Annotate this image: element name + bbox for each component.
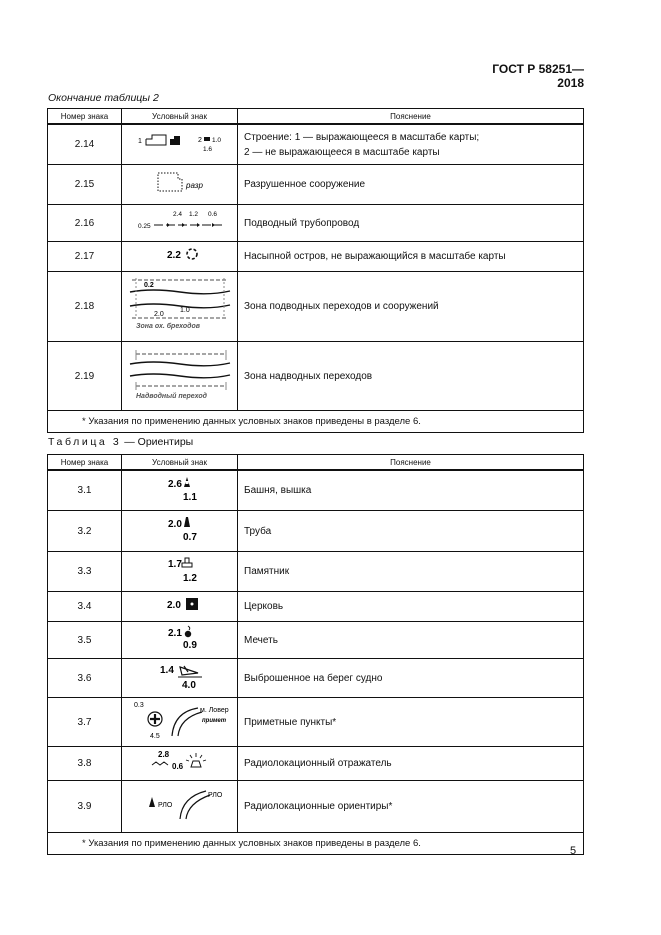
overwater-crossing-zone-icon (122, 342, 238, 405)
explanation-cell: Зона надводных переходов (238, 342, 584, 411)
dimension-label: 1.7 (168, 559, 182, 570)
mosque-icon (122, 622, 238, 653)
sign-label: примет (202, 718, 227, 724)
dimension-label: 0.25 (138, 223, 151, 230)
table-note-row (48, 833, 584, 855)
dimension-label: 0.6 (208, 211, 218, 218)
underwater-crossing-zone-icon (122, 272, 238, 336)
dimension-label: 1.2 (189, 211, 199, 218)
dimension-label: 0.7 (183, 532, 197, 543)
sign-number: 3.2 (48, 511, 122, 552)
sign-label: РЛО (158, 802, 173, 809)
sign-cell (122, 552, 238, 592)
explanation-cell: Разрушенное сооружение (238, 165, 584, 205)
sign-label: м. Ловер (200, 707, 229, 714)
landmark-point-icon (122, 698, 238, 741)
explanation-cell: Мечеть (238, 622, 584, 659)
explanation-cell: Подводный трубопровод (238, 205, 584, 242)
table-row (48, 272, 584, 342)
sign-cell (122, 165, 238, 205)
table-row (48, 781, 584, 833)
sign-number: 3.3 (48, 552, 122, 592)
sign-cell (122, 592, 238, 622)
table-row (48, 205, 584, 242)
sign-number: 2.15 (48, 165, 122, 205)
table-row (48, 165, 584, 205)
underwater-pipeline-icon (122, 205, 238, 236)
sign-cell (122, 470, 238, 511)
table-row (48, 470, 584, 511)
sign-caption: Зона ох. бреходов (136, 323, 200, 330)
building-icon (122, 125, 238, 159)
table-2 (47, 108, 584, 433)
column-header: Пояснение (238, 455, 584, 471)
column-header: Пояснение (238, 109, 584, 125)
sign-cell (122, 342, 238, 411)
table-row (48, 592, 584, 622)
sign-label: 2 (198, 137, 202, 144)
column-header: Условный знак (122, 455, 238, 471)
explanation-cell: Труба (238, 511, 584, 552)
table-header-row (48, 109, 584, 125)
sign-number: 2.16 (48, 205, 122, 242)
explanation-cell: Приметные пункты* (238, 698, 584, 747)
church-icon (122, 592, 238, 616)
table-number: Таблица 3 (48, 436, 122, 448)
dimension-label: 2.1 (168, 628, 182, 639)
dimension-label: 0.6 (172, 762, 184, 771)
sign-number: 3.6 (48, 659, 122, 698)
sign-number: 3.7 (48, 698, 122, 747)
tower-icon (122, 471, 238, 505)
sign-cell (122, 511, 238, 552)
table-title: — Ориентиры (121, 436, 194, 448)
sign-cell (122, 747, 238, 781)
dimension-label: 1.0 (180, 307, 190, 314)
table2-continuation-title: Окончание таблицы 2 (48, 92, 159, 104)
column-header: Номер знака (48, 109, 122, 125)
sign-cell (122, 622, 238, 659)
sign-number: 2.14 (48, 124, 122, 165)
radar-reflector-icon (122, 747, 238, 775)
sign-label: РЛО (208, 792, 223, 799)
sign-number: 2.17 (48, 242, 122, 272)
monument-icon (122, 552, 238, 586)
chimney-icon (122, 511, 238, 546)
table-note: * Указания по применению данных условных знаков приведены в разделе 6. (48, 833, 584, 855)
table-row (48, 242, 584, 272)
sign-cell (122, 272, 238, 342)
dimension-label: 1.1 (183, 492, 197, 503)
dimension-label: 2.2 (167, 250, 181, 261)
table-row (48, 622, 584, 659)
explanation-cell: Выброшенное на берег судно (238, 659, 584, 698)
sign-cell (122, 659, 238, 698)
dimension-label: 4.5 (150, 733, 160, 740)
document-standard-header: ГОСТ Р 58251—2018 (492, 62, 584, 90)
sign-number: 2.19 (48, 342, 122, 411)
explanation-cell: Памятник (238, 552, 584, 592)
explanation-cell: Насыпной остров, не выражающийся в масштабе карты (238, 242, 584, 272)
explanation-line: 2 — не выражающееся в масштабе карты (244, 146, 440, 158)
dimension-label: 0.9 (183, 640, 197, 651)
dimension-label: 2.8 (158, 750, 170, 759)
explanation-cell (238, 124, 584, 165)
sign-cell (122, 124, 238, 165)
explanation-cell: Башня, вышка (238, 470, 584, 511)
explanation-cell: Церковь (238, 592, 584, 622)
column-header: Условный знак (122, 109, 238, 125)
sign-caption: Надводный переход (136, 393, 207, 400)
table-row (48, 124, 584, 165)
dimension-label: 0.3 (134, 702, 144, 709)
sign-number: 3.4 (48, 592, 122, 622)
explanation-cell: Радиолокационные ориентиры* (238, 781, 584, 833)
sign-cell (122, 698, 238, 747)
table-header-row (48, 455, 584, 471)
dimension-label: 2.4 (173, 211, 183, 218)
table-row (48, 659, 584, 698)
sign-number: 3.5 (48, 622, 122, 659)
dimension-label: 1.6 (203, 146, 213, 153)
dimension-label: 2.0 (168, 519, 182, 530)
sign-number: 3.9 (48, 781, 122, 833)
explanation-cell: Зона подводных переходов и сооружений (238, 272, 584, 342)
sign-label: разр (186, 181, 203, 190)
table-row (48, 552, 584, 592)
artificial-island-icon (122, 242, 238, 266)
table3-caption (48, 436, 193, 448)
table-row (48, 698, 584, 747)
radar-landmark-icon (122, 781, 238, 827)
table-note: * Указания по применению данных условных знаков приведены в разделе 6. (48, 411, 584, 433)
explanation-line: Строение: 1 — выражающееся в масштабе карты; (244, 131, 480, 143)
ruined-structure-icon (122, 165, 238, 199)
sign-number: 3.8 (48, 747, 122, 781)
dimension-label: 4.0 (182, 680, 196, 691)
dimension-label: 1.0 (212, 137, 222, 144)
dimension-label: 2.6 (168, 479, 182, 490)
table-note-row (48, 411, 584, 433)
sign-number: 3.1 (48, 470, 122, 511)
sign-cell (122, 781, 238, 833)
page-number: 5 (570, 845, 577, 857)
dimension-label: 0.2 (144, 282, 154, 289)
column-header: Номер знака (48, 455, 122, 471)
sign-number: 2.18 (48, 272, 122, 342)
sign-cell (122, 242, 238, 272)
sign-cell (122, 205, 238, 242)
table-3 (47, 454, 584, 855)
stranded-ship-icon (122, 659, 238, 692)
sign-label: 1 (138, 138, 142, 145)
table-row (48, 747, 584, 781)
table-row (48, 511, 584, 552)
dimension-label: 1.4 (160, 665, 174, 676)
dimension-label: 2.0 (167, 600, 181, 611)
explanation-cell: Радиолокационный отражатель (238, 747, 584, 781)
dimension-label: 2.0 (154, 311, 164, 318)
table-row (48, 342, 584, 411)
dimension-label: 1.2 (183, 573, 197, 584)
